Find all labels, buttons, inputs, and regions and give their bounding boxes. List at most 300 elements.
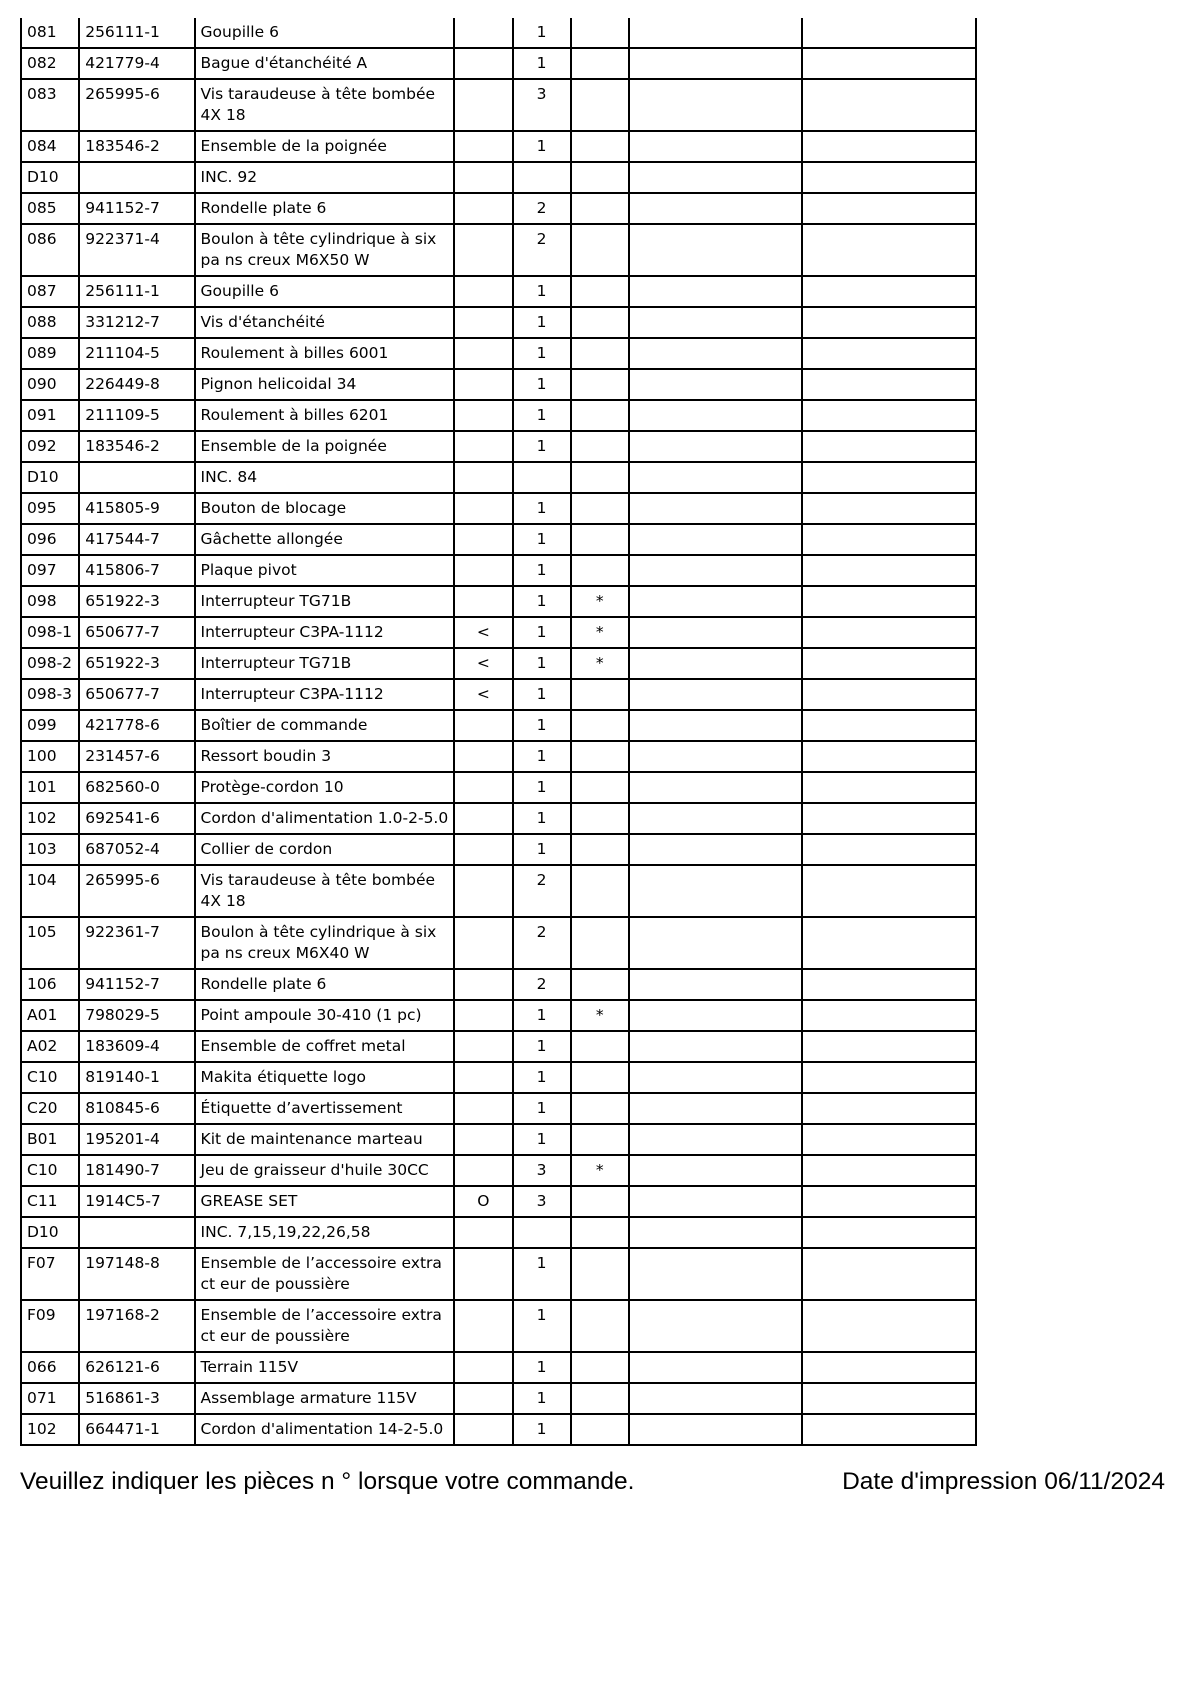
item-number-cell: 102 <box>21 1414 79 1445</box>
part-number-cell: 421779-4 <box>79 48 194 79</box>
note-cell <box>571 1062 629 1093</box>
blank-cell <box>802 917 976 969</box>
item-number-cell: 083 <box>21 79 79 131</box>
blank-cell <box>629 1414 803 1445</box>
table-row <box>21 710 976 741</box>
item-number-cell: 096 <box>21 524 79 555</box>
table-row <box>21 431 976 462</box>
note-cell <box>571 772 629 803</box>
blank-cell <box>802 493 976 524</box>
parts-table-body <box>21 18 976 1445</box>
part-number-cell: 664471-1 <box>79 1414 194 1445</box>
blank-cell <box>802 1217 976 1248</box>
note-cell <box>571 431 629 462</box>
table-row <box>21 338 976 369</box>
note-cell <box>571 1186 629 1217</box>
blank-cell <box>629 1300 803 1352</box>
note-cell: * <box>571 1000 629 1031</box>
quantity-cell: 1 <box>513 1031 571 1062</box>
substitution-cell <box>454 1300 512 1352</box>
description-cell: Terrain 115V <box>195 1352 455 1383</box>
blank-cell <box>629 772 803 803</box>
quantity-cell: 1 <box>513 1414 571 1445</box>
table-row <box>21 772 976 803</box>
description-cell: Ensemble de coffret metal <box>195 1031 455 1062</box>
blank-cell <box>802 648 976 679</box>
table-row <box>21 369 976 400</box>
blank-cell <box>802 338 976 369</box>
item-number-cell: 092 <box>21 431 79 462</box>
blank-cell <box>629 1000 803 1031</box>
note-cell <box>571 555 629 586</box>
substitution-cell <box>454 79 512 131</box>
quantity-cell: 1 <box>513 400 571 431</box>
substitution-cell <box>454 1383 512 1414</box>
note-cell <box>571 1031 629 1062</box>
table-row <box>21 493 976 524</box>
description-cell: Interrupteur C3PA-1112 <box>195 679 455 710</box>
item-number-cell: F09 <box>21 1300 79 1352</box>
item-number-cell: 099 <box>21 710 79 741</box>
part-number-cell <box>79 462 194 493</box>
description-cell: Bague d'étanchéité A <box>195 48 455 79</box>
table-row <box>21 276 976 307</box>
note-cell <box>571 1093 629 1124</box>
quantity-cell: 1 <box>513 803 571 834</box>
table-row <box>21 48 976 79</box>
description-cell: Bouton de blocage <box>195 493 455 524</box>
substitution-cell: < <box>454 617 512 648</box>
part-number-cell: 651922-3 <box>79 586 194 617</box>
blank-cell <box>629 917 803 969</box>
substitution-cell <box>454 1414 512 1445</box>
blank-cell <box>629 648 803 679</box>
blank-cell <box>629 1352 803 1383</box>
quantity-cell: 3 <box>513 79 571 131</box>
description-cell: Collier de cordon <box>195 834 455 865</box>
item-number-cell: C10 <box>21 1155 79 1186</box>
blank-cell <box>629 162 803 193</box>
part-number-cell: 810845-6 <box>79 1093 194 1124</box>
table-row <box>21 1217 976 1248</box>
item-number-cell: 095 <box>21 493 79 524</box>
description-cell: Interrupteur C3PA-1112 <box>195 617 455 648</box>
table-row <box>21 969 976 1000</box>
blank-cell <box>629 1062 803 1093</box>
description-cell: Étiquette d’avertissement <box>195 1093 455 1124</box>
quantity-cell: 1 <box>513 1124 571 1155</box>
item-number-cell: 098-3 <box>21 679 79 710</box>
quantity-cell <box>513 1217 571 1248</box>
part-number-cell: 197148-8 <box>79 1248 194 1300</box>
part-number-cell: 941152-7 <box>79 969 194 1000</box>
blank-cell <box>802 803 976 834</box>
description-cell: INC. 84 <box>195 462 455 493</box>
blank-cell <box>802 617 976 648</box>
item-number-cell: 086 <box>21 224 79 276</box>
blank-cell <box>802 1062 976 1093</box>
part-number-cell: 231457-6 <box>79 741 194 772</box>
blank-cell <box>802 193 976 224</box>
description-cell: Ensemble de la poignée <box>195 131 455 162</box>
description-cell: Ensemble de l’accessoire extract eur de poussière <box>195 1300 455 1352</box>
description-cell: Interrupteur TG71B <box>195 586 455 617</box>
note-cell <box>571 131 629 162</box>
blank-cell <box>802 1248 976 1300</box>
part-number-cell: 682560-0 <box>79 772 194 803</box>
substitution-cell <box>454 462 512 493</box>
blank-cell <box>629 462 803 493</box>
blank-cell <box>802 48 976 79</box>
note-cell <box>571 193 629 224</box>
blank-cell <box>802 679 976 710</box>
description-cell: Ensemble de la poignée <box>195 431 455 462</box>
item-number-cell: C10 <box>21 1062 79 1093</box>
note-cell <box>571 493 629 524</box>
note-cell <box>571 1248 629 1300</box>
table-row <box>21 307 976 338</box>
table-row <box>21 1383 976 1414</box>
blank-cell <box>629 493 803 524</box>
quantity-cell: 1 <box>513 555 571 586</box>
item-number-cell: 071 <box>21 1383 79 1414</box>
quantity-cell: 1 <box>513 1000 571 1031</box>
note-cell <box>571 1217 629 1248</box>
order-instruction: Veuillez indiquer les pièces n ° lorsque votre commande. <box>20 1468 635 1495</box>
blank-cell <box>629 741 803 772</box>
quantity-cell: 1 <box>513 679 571 710</box>
quantity-cell: 1 <box>513 307 571 338</box>
substitution-cell <box>454 193 512 224</box>
substitution-cell: < <box>454 679 512 710</box>
blank-cell <box>802 18 976 48</box>
part-number-cell: 798029-5 <box>79 1000 194 1031</box>
substitution-cell <box>454 1248 512 1300</box>
part-number-cell: 265995-6 <box>79 79 194 131</box>
substitution-cell <box>454 162 512 193</box>
blank-cell <box>802 1186 976 1217</box>
part-number-cell: 626121-6 <box>79 1352 194 1383</box>
table-row <box>21 193 976 224</box>
substitution-cell <box>454 586 512 617</box>
blank-cell <box>629 431 803 462</box>
table-row <box>21 400 976 431</box>
substitution-cell <box>454 1031 512 1062</box>
substitution-cell <box>454 834 512 865</box>
quantity-cell: 1 <box>513 369 571 400</box>
substitution-cell <box>454 338 512 369</box>
quantity-cell: 1 <box>513 648 571 679</box>
blank-cell <box>802 586 976 617</box>
table-row <box>21 1352 976 1383</box>
part-number-cell: 415805-9 <box>79 493 194 524</box>
part-number-cell: 941152-7 <box>79 193 194 224</box>
table-row <box>21 1300 976 1352</box>
part-number-cell: 256111-1 <box>79 276 194 307</box>
note-cell <box>571 462 629 493</box>
table-row <box>21 524 976 555</box>
item-number-cell: 098-1 <box>21 617 79 648</box>
substitution-cell: O <box>454 1186 512 1217</box>
blank-cell <box>802 710 976 741</box>
substitution-cell <box>454 917 512 969</box>
blank-cell <box>629 193 803 224</box>
note-cell <box>571 162 629 193</box>
quantity-cell: 3 <box>513 1186 571 1217</box>
description-cell: Jeu de graisseur d'huile 30CC <box>195 1155 455 1186</box>
quantity-cell: 1 <box>513 131 571 162</box>
quantity-cell: 1 <box>513 834 571 865</box>
print-date: Date d'impression 06/11/2024 <box>842 1468 1165 1495</box>
item-number-cell: A02 <box>21 1031 79 1062</box>
blank-cell <box>629 555 803 586</box>
quantity-cell: 1 <box>513 18 571 48</box>
quantity-cell: 1 <box>513 1383 571 1414</box>
quantity-cell: 1 <box>513 1062 571 1093</box>
table-row <box>21 555 976 586</box>
substitution-cell <box>454 741 512 772</box>
note-cell <box>571 865 629 917</box>
quantity-cell: 1 <box>513 710 571 741</box>
description-cell: Vis taraudeuse à tête bombée 4X 18 <box>195 865 455 917</box>
substitution-cell <box>454 1217 512 1248</box>
table-row <box>21 18 976 48</box>
blank-cell <box>802 307 976 338</box>
part-number-cell: 226449-8 <box>79 369 194 400</box>
item-number-cell: 106 <box>21 969 79 1000</box>
quantity-cell: 1 <box>513 1093 571 1124</box>
note-cell: * <box>571 617 629 648</box>
item-number-cell: 091 <box>21 400 79 431</box>
table-row <box>21 679 976 710</box>
table-row <box>21 741 976 772</box>
item-number-cell: C11 <box>21 1186 79 1217</box>
table-row <box>21 131 976 162</box>
item-number-cell: 090 <box>21 369 79 400</box>
part-number-cell: 421778-6 <box>79 710 194 741</box>
part-number-cell: 650677-7 <box>79 617 194 648</box>
blank-cell <box>629 338 803 369</box>
table-row <box>21 865 976 917</box>
note-cell <box>571 48 629 79</box>
item-number-cell: 087 <box>21 276 79 307</box>
blank-cell <box>629 586 803 617</box>
part-number-cell: 183546-2 <box>79 131 194 162</box>
substitution-cell <box>454 307 512 338</box>
table-row <box>21 162 976 193</box>
parts-list-table <box>20 18 977 1446</box>
item-number-cell: 089 <box>21 338 79 369</box>
description-cell: Makita étiquette logo <box>195 1062 455 1093</box>
substitution-cell <box>454 969 512 1000</box>
part-number-cell: 692541-6 <box>79 803 194 834</box>
substitution-cell <box>454 431 512 462</box>
item-number-cell: 098 <box>21 586 79 617</box>
blank-cell <box>629 865 803 917</box>
table-row <box>21 79 976 131</box>
quantity-cell: 1 <box>513 1248 571 1300</box>
quantity-cell: 1 <box>513 431 571 462</box>
table-row <box>21 1414 976 1445</box>
part-number-cell: 256111-1 <box>79 18 194 48</box>
note-cell <box>571 276 629 307</box>
item-number-cell: D10 <box>21 1217 79 1248</box>
substitution-cell <box>454 493 512 524</box>
item-number-cell: 097 <box>21 555 79 586</box>
part-number-cell: 922361-7 <box>79 917 194 969</box>
note-cell <box>571 18 629 48</box>
description-cell: Ressort boudin 3 <box>195 741 455 772</box>
substitution-cell <box>454 1062 512 1093</box>
note-cell <box>571 1414 629 1445</box>
description-cell: GREASE SET <box>195 1186 455 1217</box>
note-cell <box>571 803 629 834</box>
substitution-cell <box>454 1155 512 1186</box>
blank-cell <box>802 969 976 1000</box>
substitution-cell <box>454 400 512 431</box>
description-cell: Goupille 6 <box>195 276 455 307</box>
quantity-cell: 3 <box>513 1155 571 1186</box>
quantity-cell: 1 <box>513 772 571 803</box>
blank-cell <box>802 865 976 917</box>
blank-cell <box>629 1383 803 1414</box>
description-cell: Boulon à tête cylindrique à six pa ns creux M6X40 W <box>195 917 455 969</box>
blank-cell <box>802 79 976 131</box>
note-cell <box>571 1383 629 1414</box>
part-number-cell: 181490-7 <box>79 1155 194 1186</box>
part-number-cell: 650677-7 <box>79 679 194 710</box>
table-row <box>21 586 976 617</box>
substitution-cell <box>454 48 512 79</box>
substitution-cell <box>454 865 512 917</box>
part-number-cell: 415806-7 <box>79 555 194 586</box>
blank-cell <box>629 524 803 555</box>
table-row <box>21 1000 976 1031</box>
quantity-cell: 1 <box>513 338 571 369</box>
item-number-cell: 100 <box>21 741 79 772</box>
blank-cell <box>802 1383 976 1414</box>
table-row <box>21 1155 976 1186</box>
description-cell: Point ampoule 30-410 (1 pc) <box>195 1000 455 1031</box>
blank-cell <box>629 224 803 276</box>
part-number-cell: 516861-3 <box>79 1383 194 1414</box>
substitution-cell <box>454 524 512 555</box>
blank-cell <box>629 400 803 431</box>
blank-cell <box>802 524 976 555</box>
item-number-cell: 088 <box>21 307 79 338</box>
description-cell: Cordon d'alimentation 1.0-2-5.0 <box>195 803 455 834</box>
part-number-cell: 211109-5 <box>79 400 194 431</box>
blank-cell <box>629 131 803 162</box>
quantity-cell: 2 <box>513 969 571 1000</box>
table-row <box>21 224 976 276</box>
note-cell <box>571 1124 629 1155</box>
note-cell: * <box>571 586 629 617</box>
description-cell: Rondelle plate 6 <box>195 969 455 1000</box>
description-cell: Boulon à tête cylindrique à six pa ns creux M6X50 W <box>195 224 455 276</box>
part-number-cell: 922371-4 <box>79 224 194 276</box>
description-cell: Protège-cordon 10 <box>195 772 455 803</box>
quantity-cell: 1 <box>513 524 571 555</box>
substitution-cell <box>454 131 512 162</box>
note-cell <box>571 400 629 431</box>
blank-cell <box>802 1124 976 1155</box>
blank-cell <box>629 79 803 131</box>
table-row <box>21 648 976 679</box>
description-cell: Goupille 6 <box>195 18 455 48</box>
blank-cell <box>629 276 803 307</box>
blank-cell <box>802 1300 976 1352</box>
note-cell <box>571 79 629 131</box>
item-number-cell: 101 <box>21 772 79 803</box>
description-cell: Boîtier de commande <box>195 710 455 741</box>
substitution-cell <box>454 224 512 276</box>
substitution-cell <box>454 1000 512 1031</box>
part-number-cell: 183546-2 <box>79 431 194 462</box>
blank-cell <box>802 131 976 162</box>
part-number-cell: 183609-4 <box>79 1031 194 1062</box>
part-number-cell: 197168-2 <box>79 1300 194 1352</box>
blank-cell <box>629 1217 803 1248</box>
blank-cell <box>802 162 976 193</box>
quantity-cell: 1 <box>513 276 571 307</box>
table-row <box>21 1062 976 1093</box>
blank-cell <box>629 307 803 338</box>
table-row <box>21 917 976 969</box>
substitution-cell <box>454 276 512 307</box>
quantity-cell: 2 <box>513 193 571 224</box>
part-number-cell: 417544-7 <box>79 524 194 555</box>
substitution-cell <box>454 369 512 400</box>
blank-cell <box>629 803 803 834</box>
substitution-cell: < <box>454 648 512 679</box>
blank-cell <box>802 400 976 431</box>
table-row <box>21 1186 976 1217</box>
table-row <box>21 803 976 834</box>
part-number-cell: 265995-6 <box>79 865 194 917</box>
note-cell <box>571 969 629 1000</box>
blank-cell <box>629 1155 803 1186</box>
description-cell: Kit de maintenance marteau <box>195 1124 455 1155</box>
table-row <box>21 1248 976 1300</box>
item-number-cell: C20 <box>21 1093 79 1124</box>
description-cell: Cordon d'alimentation 14-2-5.0 <box>195 1414 455 1445</box>
part-number-cell: 211104-5 <box>79 338 194 369</box>
note-cell <box>571 307 629 338</box>
quantity-cell <box>513 162 571 193</box>
quantity-cell: 1 <box>513 586 571 617</box>
blank-cell <box>802 1352 976 1383</box>
description-cell: Rondelle plate 6 <box>195 193 455 224</box>
substitution-cell <box>454 772 512 803</box>
quantity-cell: 1 <box>513 741 571 772</box>
item-number-cell: 081 <box>21 18 79 48</box>
note-cell <box>571 741 629 772</box>
item-number-cell: B01 <box>21 1124 79 1155</box>
blank-cell <box>629 834 803 865</box>
note-cell <box>571 369 629 400</box>
note-cell <box>571 917 629 969</box>
blank-cell <box>802 1093 976 1124</box>
blank-cell <box>629 617 803 648</box>
substitution-cell <box>454 1352 512 1383</box>
description-cell: INC. 92 <box>195 162 455 193</box>
quantity-cell: 2 <box>513 224 571 276</box>
quantity-cell: 1 <box>513 1300 571 1352</box>
item-number-cell: 103 <box>21 834 79 865</box>
substitution-cell <box>454 1124 512 1155</box>
note-cell <box>571 1352 629 1383</box>
